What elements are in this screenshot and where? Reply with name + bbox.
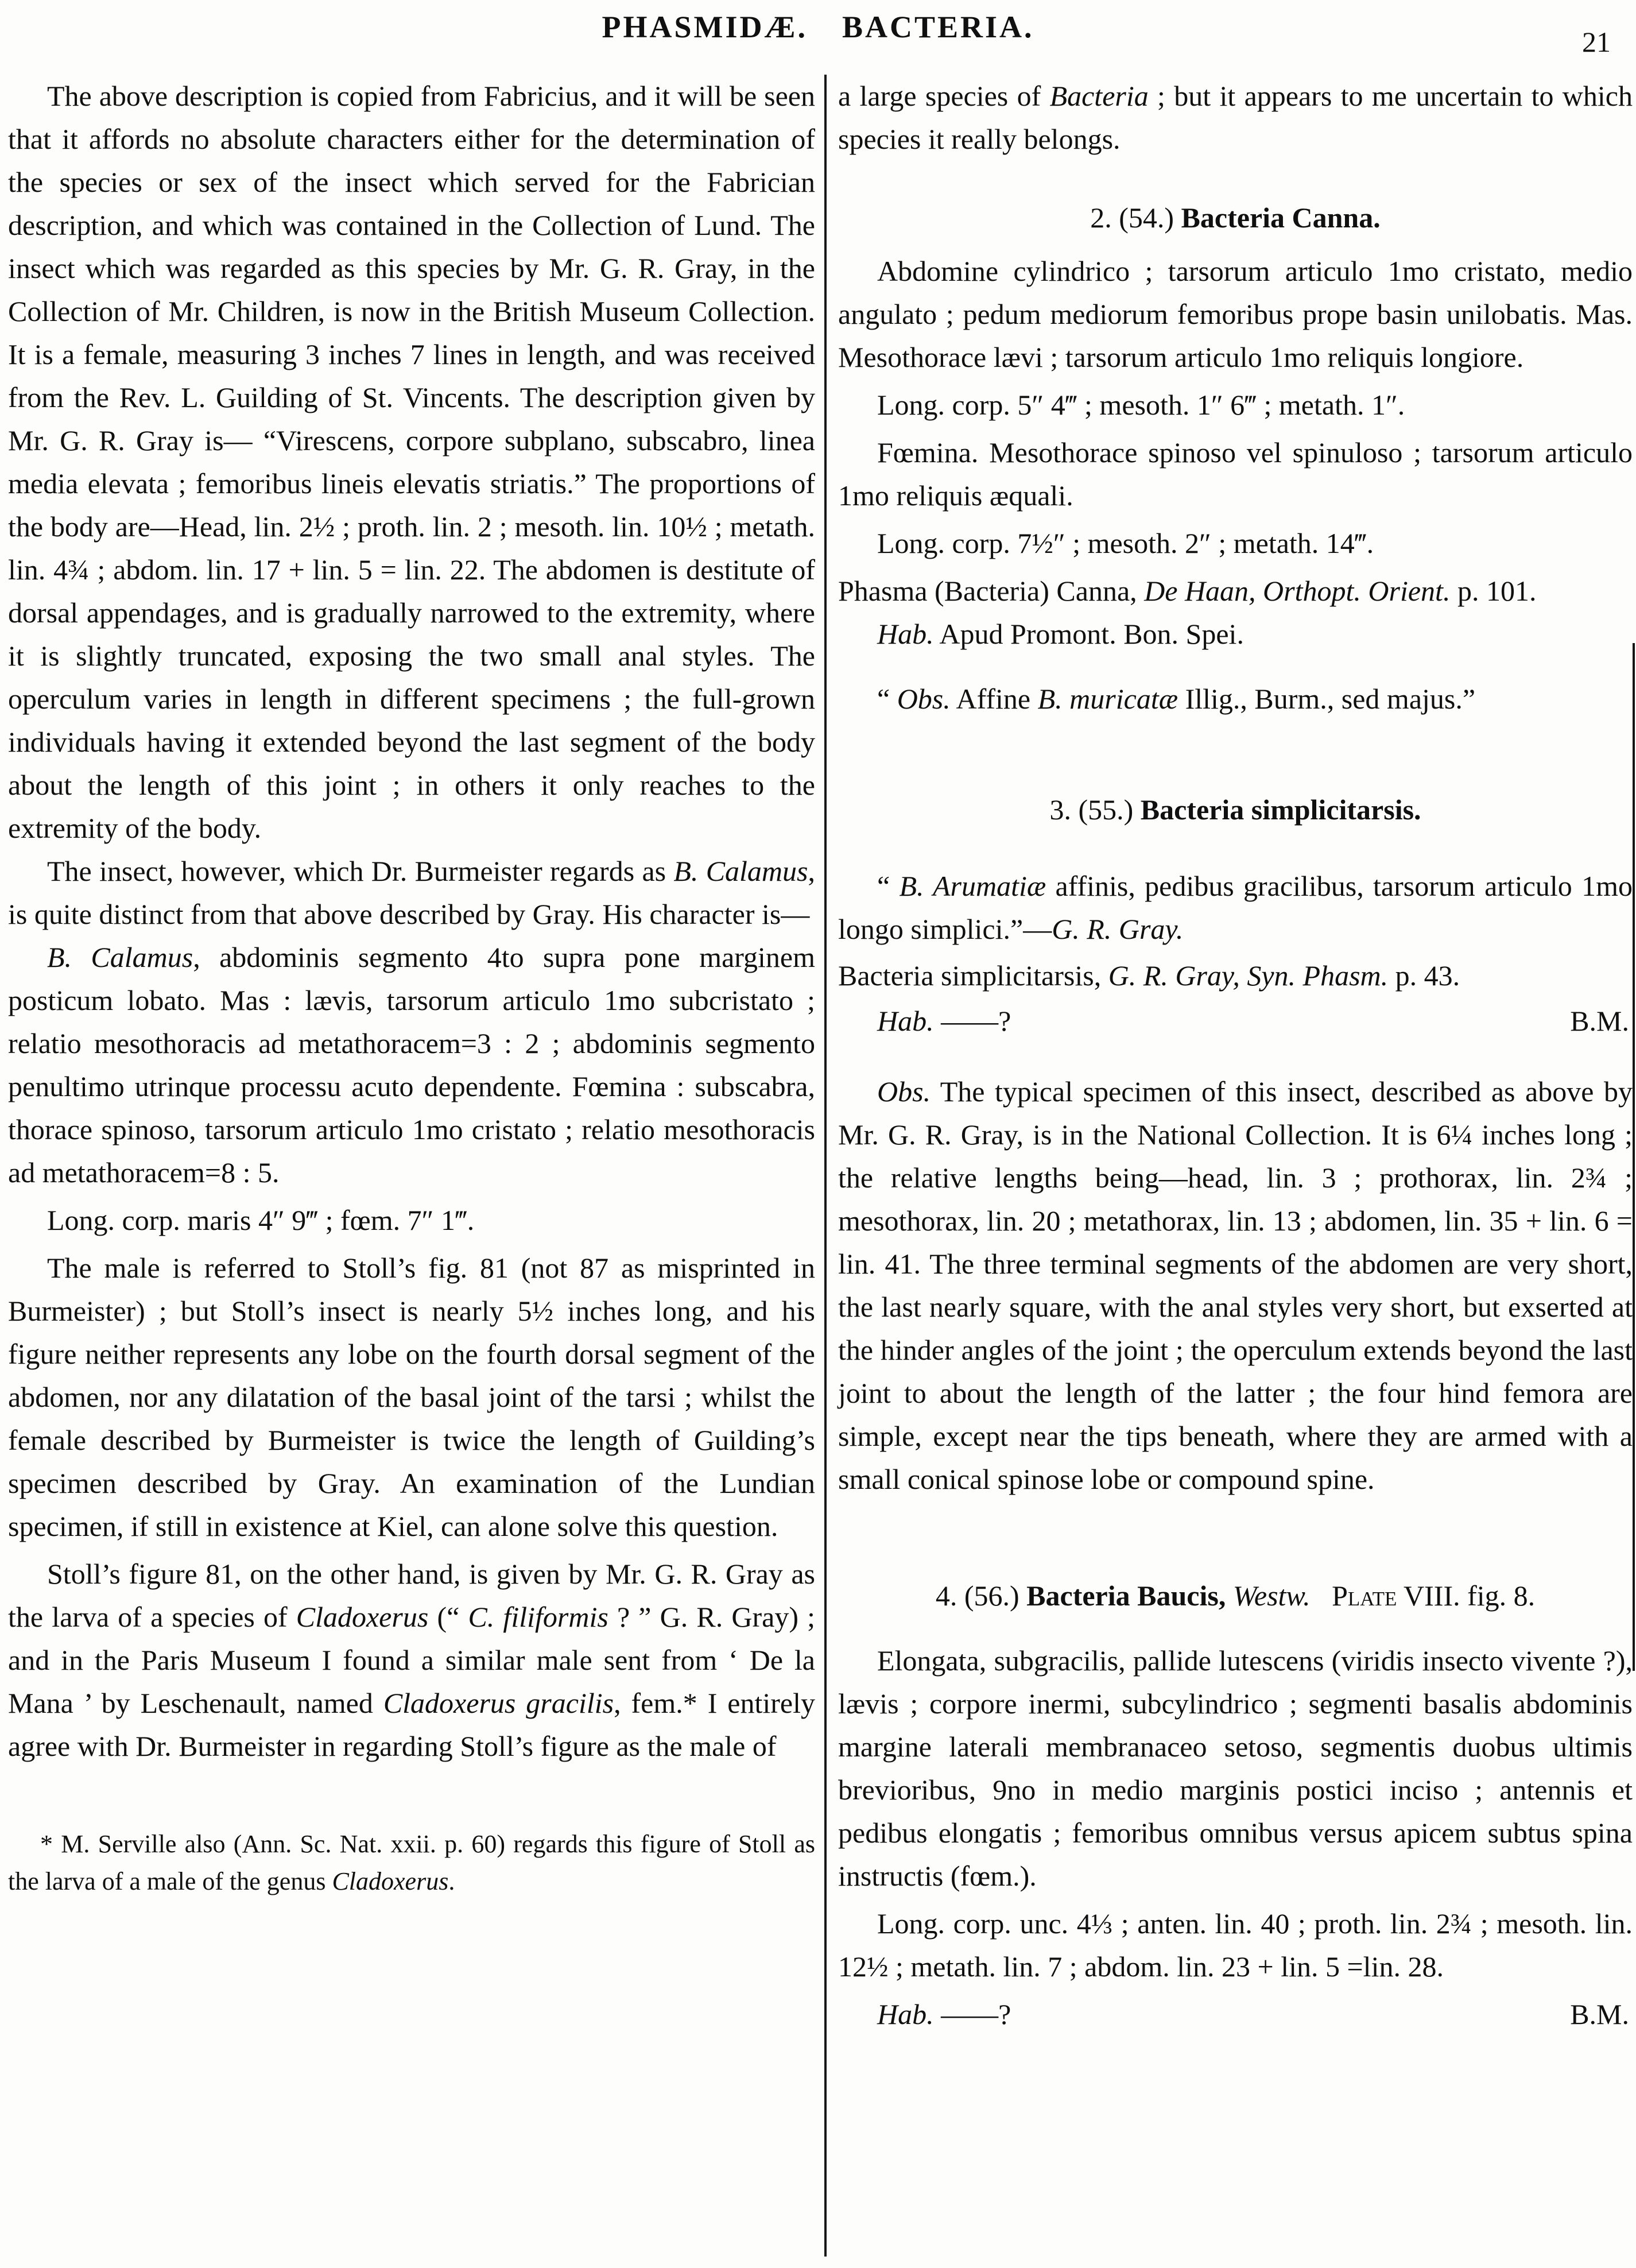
paragraph: The male is referred to Stoll’s fig. 81 (not 87 as misprinted in Burmeister) ; but Stoll’s insect is nearly 5½ inches long, and his figure neither represents any lobe on the fourth dorsal segment of the abdomen, nor any dilatation of the basal joint of the tarsi ; whilst the female described by Burmeister is twice the length of Guilding’s specimen described by Gray. An examination of the Lundian specimen, if still in existence at Kiel, can alone solve this question. bbox=[8, 1252, 815, 1542]
paragraph: B. Calamus, abdominis segmento 4to supra pone marginem posticum lobato. Mas : lævis, tarsorum articulo 1mo subcristato ; relatio mesothoracis ad metathoracem=3 : 2 ; abdominis segmento penultimo utrinque processu acuto dependente. Fœmina : subscabra, thorace spinoso, tarsorum articulo 1mo cristato ; relatio mesothoracis ad metathoracem=8 : 5. bbox=[8, 941, 815, 1189]
paragraph-continuation: a large species of Bacteria ; but it appears to me uncertain to which species it really belongs. bbox=[838, 80, 1633, 155]
right-column bbox=[838, 75, 1634, 2257]
measurement-line: Long. corp. 5″ 4‴ ; mesoth. 1″ 6‴ ; metath. 1″. bbox=[877, 389, 1405, 421]
habitat-text: Hab. ——? bbox=[877, 1998, 1011, 2030]
running-head-family: PHASMIDÆ. bbox=[602, 10, 808, 44]
paragraph: Stoll’s figure 81, on the other hand, is given by Mr. G. R. Gray as the larva of a species of Cladoxerus (“ C. filiformis ? ” G. R. Gray) ; and in the Paris Museum I found a similar male sent from ‘ De la Mana ’ by Leschenault, named Cladoxerus gracilis, fem.* I entirely agree with Dr. Burmeister in regarding Stoll’s figure as the male of bbox=[8, 1558, 816, 1762]
column-divider-rule bbox=[824, 75, 827, 2257]
scan-edge-artifact bbox=[1633, 643, 1635, 1671]
synonym-reference: Phasma (Bacteria) Canna, De Haan, Orthopt. Orient. p. 101. bbox=[838, 575, 1537, 607]
species-heading-bacteria-simplicitarsis: 3. (55.) Bacteria simplicitarsis. bbox=[1049, 794, 1421, 826]
running-head bbox=[0, 9, 1636, 45]
habitat-line bbox=[838, 1993, 1633, 2036]
text-columns bbox=[8, 75, 1634, 2257]
paragraph: Fœmina. Mesothorace spinoso vel spinuloso ; tarsorum articulo 1mo reliquis æquali. bbox=[838, 436, 1633, 512]
species-heading-bacteria-baucis: 4. (56.) Bacteria Baucis, Westw. Plate VIII. fig. 8. bbox=[935, 1580, 1536, 1612]
habitat-line bbox=[838, 1000, 1633, 1043]
habitat-line: Hab. Apud Promont. Bon. Spei. bbox=[877, 618, 1244, 650]
paragraph: Abdomine cylindrico ; tarsorum articulo 1mo cristato, medio angulato ; pedum mediorum femoribus prope basin unilobatis. Mas. Mesothorace lævi ; tarsorum articulo 1mo reliquis longiore. bbox=[838, 255, 1633, 373]
measurement-line: Long. corp. maris 4″ 9‴ ; fœm. 7″ 1‴. bbox=[47, 1204, 475, 1236]
observation-line: “ Obs. Affine B. muricatæ Illig., Burm., sed majus.” bbox=[877, 683, 1476, 715]
paragraph: The above description is copied from Fabricius, and it will be seen that it affords no absolute characters either for the determination of the species or sex of the insect which served for the Fabrician description, and which was contained in the Collection of Lund. The insect which was regarded as this species by Mr. G. R. Gray, in the Collection of Mr. Children, is now in the British Museum Collection. It is a female, measuring 3 inches 7 lines in length, and was received from the Rev. L. Guilding of St. Vincents. The description given by Mr. G. R. Gray is— “Virescens, corpore subplano, subscabro, linea media elevata ; femoribus lineis elevatis striatis.” The proportions of the body are—Head, lin. 2½ ; proth. lin. 2 ; mesoth. lin. 10½ ; metath. lin. 4¾ ; abdom. lin. 17 + lin. 5 = lin. 22. The abdomen is destitute of dorsal appendages, and is gradually narrowed to the extremity, where it is slightly truncated, exposing the two small anal styles. The operculum varies in length in different specimens ; the full-grown individuals having it extended beyond the last segment of the body about the length of this joint ; in others it only reaches to the extremity of the body. bbox=[8, 80, 815, 844]
measurement-line: Long. corp. unc. 4⅓ ; anten. lin. 40 ; proth. lin. 2¾ ; mesoth. lin. 12½ ; metath. lin. 7 ; abdom. lin. 23 + lin. 5 =lin. 28. bbox=[838, 1907, 1633, 1983]
paragraph: The insect, however, which Dr. Burmeister regards as B. Calamus, is quite distinct from that above described by Gray. His character is— bbox=[8, 855, 816, 930]
synonym-reference: Bacteria simplicitarsis, G. R. Gray, Syn. Phasm. p. 43. bbox=[838, 959, 1460, 992]
quoted-diagnosis: “ B. Arumatiæ affinis, pedibus gracilibus, tarsorum articulo 1mo longo simplici.”—G. R. Gray. bbox=[838, 870, 1633, 945]
page-number: 21 bbox=[1582, 26, 1611, 58]
collection-mark: B.M. bbox=[1570, 1998, 1629, 2030]
footnote: * M. Serville also (Ann. Sc. Nat. xxii. p. 60) regards this figure of Stoll as the larva of a male of the genus Cladoxerus. bbox=[8, 1830, 815, 1895]
collection-mark: B.M. bbox=[1570, 1005, 1629, 1037]
running-head-genus: BACTERIA. bbox=[842, 10, 1034, 44]
left-column bbox=[8, 75, 815, 2257]
paragraph: Elongata, subgracilis, pallide lutescens (viridis insecto vivente ?), lævis ; corpore inermi, subcylindrico ; segmenti basalis abdominis margine laterali membranaceo setoso, segmentis duobus ultimis brevioribus, 9no in medio marginis postici inciso ; antennis et pedibus elongatis ; femoribus omnibus versus apicem subtus spina instructis (fœm.). bbox=[838, 1644, 1633, 1892]
observation-paragraph: Obs. The typical specimen of this insect, described as above by Mr. G. R. Gray, is in the National Collection. It is 6¼ inches long ; the relative lengths being—head, lin. 3 ; prothorax, lin. 2¾ ; mesothorax, lin. 20 ; metathorax, lin. 13 ; abdomen, lin. 35 + lin. 6 = lin. 41. The three terminal segments of the abdomen are very short, the last nearly square, with the anal styles very short, but exserted at the hinder angles of the joint ; the operculum extends beyond the last joint to about the length of the latter ; the four hind femora are simple, except near the tips beneath, where they are armed with a small conical spinose lobe or compound spine. bbox=[838, 1075, 1633, 1495]
measurement-line: Long. corp. 7½″ ; mesoth. 2″ ; metath. 14‴. bbox=[877, 527, 1374, 559]
species-heading-bacteria-canna: 2. (54.) Bacteria Canna. bbox=[1090, 202, 1381, 234]
habitat-text: Hab. ——? bbox=[877, 1005, 1011, 1037]
